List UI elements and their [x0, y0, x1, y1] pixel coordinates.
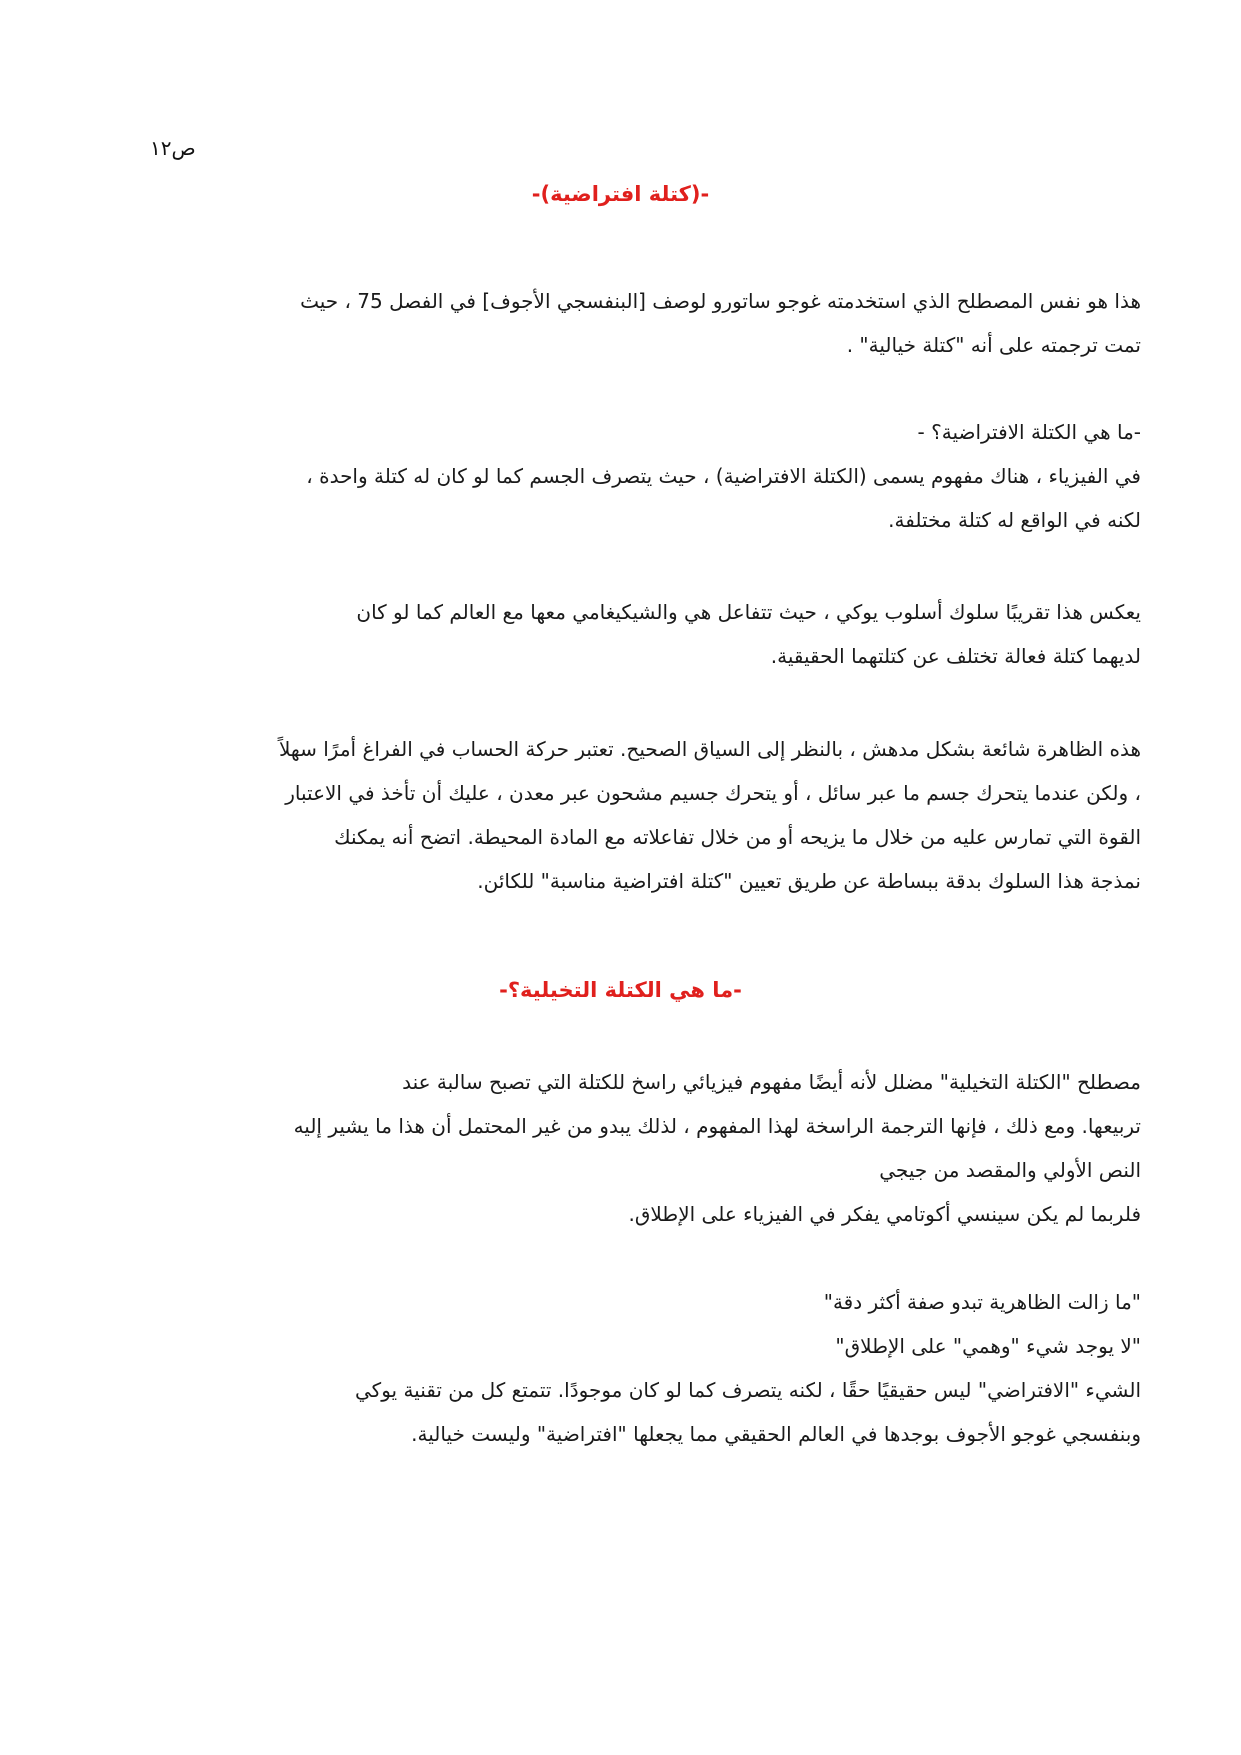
- paragraph-imaginary-mass: [100, 1060, 1141, 1236]
- paragraph-intro: [100, 279, 1141, 367]
- text-line: هذا هو نفس المصطلح الذي استخدمته غوجو ساتورو لوصف [البنفسجي الأجوف] في الفصل 75 ، حيث: [300, 289, 1141, 313]
- text-line: "ما زالت الظاهرية تبدو صفة أكثر دقة": [823, 1290, 1141, 1314]
- text-line: في الفيزياء ، هناك مفهوم يسمى (الكتلة الافتراضية) ، حيث يتصرف الجسم كما لو كان له كتلة واحدة ،: [306, 464, 1141, 488]
- text-line: ، ولكن عندما يتحرك جسم ما عبر سائل ، أو يتحرك جسيم مشحون عبر معدن ، عليك أن تأخذ في الاعتبار: [285, 781, 1141, 805]
- section-heading-imaginary-mass: -ما هي الكتلة التخيلية؟-: [499, 978, 742, 1002]
- paragraph-physics-explanation: [100, 727, 1141, 903]
- text-line: لديهما كتلة فعالة تختلف عن كتلتهما الحقيقية.: [770, 644, 1141, 668]
- text-line: "لا يوجد شيء "وهمي" على الإطلاق": [835, 1334, 1141, 1358]
- text-line: الشيء "الافتراضي" ليس حقيقيًا حقًا ، لكنه يتصرف كما لو كان موجودًا. تتمتع كل من تقنية يوكي: [355, 1378, 1141, 1402]
- text-line: القوة التي تمارس عليه من خلال ما يزيحه أو من خلال تفاعلاته مع المادة المحيطة. اتضح أنه يمكنك: [334, 825, 1141, 849]
- text-line: النص الأولي والمقصد من جيجي: [879, 1158, 1141, 1182]
- text-line: فلربما لم يكن سينسي أكوتامي يفكر في الفيزياء على الإطلاق.: [628, 1202, 1141, 1226]
- text-line: تربيعها. ومع ذلك ، فإنها الترجمة الراسخة لهذا المفهوم ، لذلك يبدو من غير المحتمل أن هذا ما يشير إليه: [293, 1114, 1141, 1138]
- paragraph-conclusion: [100, 1280, 1141, 1456]
- sub-question-heading: -ما هي الكتلة الافتراضية؟ -: [917, 420, 1141, 444]
- text-line: مصطلح "الكتلة التخيلية" مضلل لأنه أيضًا مفهوم فيزيائي راسخ للكتلة التي تصبح سالبة عند: [402, 1070, 1141, 1094]
- paragraph-yuki-behavior: [100, 590, 1141, 678]
- text-line: يعكس هذا تقريبًا سلوك أسلوب يوكي ، حيث تتفاعل هي والشيكيغامي معها مع العالم كما لو كان: [356, 600, 1141, 624]
- paragraph-definition: [100, 410, 1141, 542]
- text-line: وبنفسجي غوجو الأجوف بوجدها في العالم الحقيقي مما يجعلها "افتراضية" وليست خيالية.: [411, 1422, 1141, 1446]
- text-line: تمت ترجمته على أنه "كتلة خيالية" .: [846, 333, 1141, 357]
- section-heading-virtual-mass: -(كتلة افتراضية)-: [531, 182, 710, 206]
- page-number: ص١٢: [150, 136, 196, 160]
- text-line: لكنه في الواقع له كتلة مختلفة.: [888, 508, 1141, 532]
- text-line: هذه الظاهرة شائعة بشكل مدهش ، بالنظر إلى السياق الصحيح. تعتبر حركة الحساب في الفراغ أمرًا سهلاً: [278, 737, 1141, 761]
- text-line: نمذجة هذا السلوك بدقة ببساطة عن طريق تعيين "كتلة افتراضية مناسبة" للكائن.: [477, 869, 1141, 893]
